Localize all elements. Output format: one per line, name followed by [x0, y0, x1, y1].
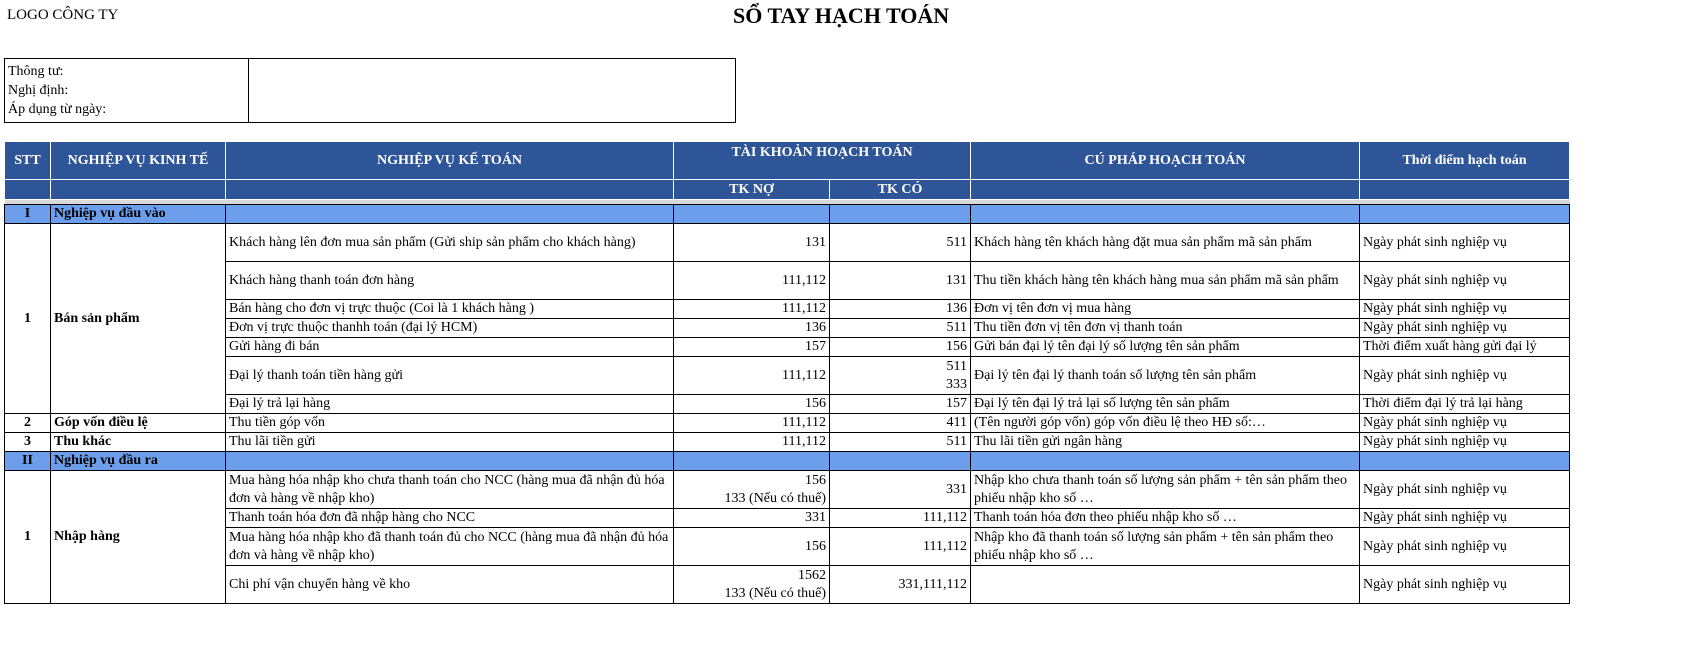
table-row [5, 262, 1570, 300]
section-filler [830, 205, 971, 224]
section-filler [674, 205, 830, 224]
section-filler [1360, 452, 1570, 471]
section-name: Nghiệp vụ đầu ra [51, 452, 226, 471]
section-number: I [5, 205, 51, 224]
debit-account-cell: 111,112 [674, 357, 830, 395]
debit-account-cell: 156 [674, 395, 830, 414]
syntax-cell: Đơn vị tên đơn vị mua hàng [971, 300, 1360, 319]
syntax-cell: Thu tiền đơn vị tên đơn vị thanh toán [971, 319, 1360, 338]
section-filler [830, 452, 971, 471]
section-row [5, 452, 1570, 471]
accounting-operation-cell: Thu tiền góp vốn [226, 414, 674, 433]
credit-account-cell: 511 [830, 224, 971, 262]
header-filler [971, 180, 1360, 200]
accounting-operation-cell: Mua hàng hóa nhập kho đã thanh toán đủ cho NCC (hàng mua đã nhận đủ hóa đơn và hàng về nhập kho) [226, 528, 674, 566]
syntax-cell: Thu lãi tiền gửi ngân hàng [971, 433, 1360, 452]
timing-cell: Ngày phát sinh nghiệp vụ [1360, 414, 1570, 433]
table-row [5, 338, 1570, 357]
group-name: Bán sản phẩm [51, 224, 226, 414]
syntax-cell: Thu tiền khách hàng tên khách hàng mua sản phẩm mã sản phẩm [971, 262, 1360, 300]
regulation-values-cell[interactable] [249, 59, 736, 123]
credit-account-cell: 511 [830, 319, 971, 338]
accounting-operation-cell: Chi phí vận chuyển hàng về kho [226, 566, 674, 604]
credit-account-cell: 131 [830, 262, 971, 300]
section-filler [674, 452, 830, 471]
timing-cell: Ngày phát sinh nghiệp vụ [1360, 433, 1570, 452]
effective-date-label: Áp dụng từ ngày: [8, 102, 107, 117]
accounting-operation-cell: Khách hàng lên đơn mua sản phẩm (Gửi ship sản phẩm cho khách hàng) [226, 224, 674, 262]
table-row [5, 224, 1570, 262]
circular-label: Thông tư: [8, 64, 64, 79]
debit-account-cell: 1562 133 (Nếu có thuế) [674, 566, 830, 604]
debit-account-cell: 111,112 [674, 433, 830, 452]
credit-account-cell: 411 [830, 414, 971, 433]
group-number: 1 [5, 471, 51, 604]
timing-cell: Ngày phát sinh nghiệp vụ [1360, 224, 1570, 262]
timing-cell: Ngày phát sinh nghiệp vụ [1360, 471, 1570, 509]
credit-account-cell: 111,112 [830, 528, 971, 566]
table-row [5, 433, 1570, 452]
company-logo-text: LOGO CÔNG TY [7, 7, 119, 23]
accounting-operation-cell: Gửi hàng đi bán [226, 338, 674, 357]
col-header-accounting-operation: NGHIỆP VỤ KẾ TOÁN [226, 142, 674, 180]
table-row [5, 395, 1570, 414]
accounting-operation-cell: Đại lý trả lại hàng [226, 395, 674, 414]
debit-account-cell: 331 [674, 509, 830, 528]
col-header-economic-operation: NGHIỆP VỤ KINH TẾ [51, 142, 226, 180]
header-filler [51, 180, 226, 200]
syntax-cell: Nhập kho đã thanh toán số lượng sản phẩm + tên sản phẩm theo phiếu nhập kho số … [971, 528, 1360, 566]
accounting-operation-cell: Đại lý thanh toán tiền hàng gửi [226, 357, 674, 395]
syntax-cell: Nhập kho chưa thanh toán số lượng sản phẩm + tên sản phẩm theo phiếu nhập kho số … [971, 471, 1360, 509]
credit-account-cell: 511 333 [830, 357, 971, 395]
page-title: SỔ TAY HẠCH TOÁN [733, 3, 950, 28]
regulation-info-box [4, 58, 736, 123]
section-filler [226, 205, 674, 224]
section-filler [1360, 205, 1570, 224]
accounting-operation-cell: Thanh toán hóa đơn đã nhập hàng cho NCC [226, 509, 674, 528]
credit-account-cell: 111,112 [830, 509, 971, 528]
syntax-cell: Đại lý tên đại lý trả lại số lượng tên sản phẩm [971, 395, 1360, 414]
credit-account-cell: 331,111,112 [830, 566, 971, 604]
debit-account-cell: 156 [674, 528, 830, 566]
timing-cell: Ngày phát sinh nghiệp vụ [1360, 300, 1570, 319]
accounting-operation-cell: Khách hàng thanh toán đơn hàng [226, 262, 674, 300]
section-number: II [5, 452, 51, 471]
table-row [5, 300, 1570, 319]
section-filler [226, 452, 674, 471]
table-row [5, 471, 1570, 509]
debit-account-cell: 111,112 [674, 414, 830, 433]
accounting-table [4, 141, 1570, 604]
credit-account-cell: 511 [830, 433, 971, 452]
credit-account-cell: 331 [830, 471, 971, 509]
col-header-debit: TK NỢ [674, 180, 830, 200]
syntax-cell: Đại lý tên đại lý thanh toán số lượng tên sản phẩm [971, 357, 1360, 395]
regulation-labels [5, 59, 249, 123]
group-number: 2 [5, 414, 51, 433]
timing-cell: Ngày phát sinh nghiệp vụ [1360, 262, 1570, 300]
accounting-operation-cell: Thu lãi tiền gửi [226, 433, 674, 452]
credit-account-cell: 157 [830, 395, 971, 414]
section-filler [971, 205, 1360, 224]
credit-account-cell: 156 [830, 338, 971, 357]
syntax-cell [971, 566, 1360, 604]
col-header-syntax: CÚ PHÁP HOẠCH TOÁN [971, 142, 1360, 180]
group-name: Nhập hàng [51, 471, 226, 604]
header-filler [226, 180, 674, 200]
timing-cell: Ngày phát sinh nghiệp vụ [1360, 566, 1570, 604]
col-header-accounts: TÀI KHOẢN HOẠCH TOÁN [674, 142, 971, 180]
debit-account-cell: 131 [674, 224, 830, 262]
col-header-stt: STT [5, 142, 51, 180]
timing-cell: Thời điểm đại lý trả lại hàng [1360, 395, 1570, 414]
debit-account-cell: 157 [674, 338, 830, 357]
table-row [5, 357, 1570, 395]
timing-cell: Ngày phát sinh nghiệp vụ [1360, 509, 1570, 528]
table-row [5, 566, 1570, 604]
group-number: 3 [5, 433, 51, 452]
table-row [5, 509, 1570, 528]
timing-cell: Thời điểm xuất hàng gửi đại lý [1360, 338, 1570, 357]
table-row [5, 528, 1570, 566]
syntax-cell: Gửi bán đại lý tên đại lý số lượng tên sản phẩm [971, 338, 1360, 357]
section-row [5, 205, 1570, 224]
accounting-operation-cell: Mua hàng hóa nhập kho chưa thanh toán cho NCC (hàng mua đã nhận đủ hóa đơn và hàng về nhập kho) [226, 471, 674, 509]
header-filler [1360, 180, 1570, 200]
accounting-operation-cell: Đơn vị trực thuộc thanhh toán (đại lý HCM) [226, 319, 674, 338]
syntax-cell: (Tên người góp vốn) góp vốn điều lệ theo HĐ số:… [971, 414, 1360, 433]
section-filler [971, 452, 1360, 471]
timing-cell: Ngày phát sinh nghiệp vụ [1360, 357, 1570, 395]
timing-cell: Ngày phát sinh nghiệp vụ [1360, 319, 1570, 338]
col-header-timing: Thời điểm hạch toán [1360, 142, 1570, 180]
header-filler [5, 180, 51, 200]
syntax-cell: Thanh toán hóa đơn theo phiếu nhập kho số … [971, 509, 1360, 528]
syntax-cell: Khách hàng tên khách hàng đặt mua sản phẩm mã sản phẩm [971, 224, 1360, 262]
debit-account-cell: 111,112 [674, 300, 830, 319]
accounting-operation-cell: Bán hàng cho đơn vị trực thuộc (Coi là 1 khách hàng ) [226, 300, 674, 319]
group-name: Thu khác [51, 433, 226, 452]
group-number: 1 [5, 224, 51, 414]
debit-account-cell: 136 [674, 319, 830, 338]
debit-account-cell: 111,112 [674, 262, 830, 300]
col-header-credit: TK CÓ [830, 180, 971, 200]
table-row [5, 414, 1570, 433]
timing-cell: Ngày phát sinh nghiệp vụ [1360, 528, 1570, 566]
credit-account-cell: 136 [830, 300, 971, 319]
debit-account-cell: 156 133 (Nếu có thuế) [674, 471, 830, 509]
section-name: Nghiệp vụ đầu vào [51, 205, 226, 224]
table-row [5, 319, 1570, 338]
group-name: Góp vốn điều lệ [51, 414, 226, 433]
decree-label: Nghị định: [8, 83, 69, 98]
